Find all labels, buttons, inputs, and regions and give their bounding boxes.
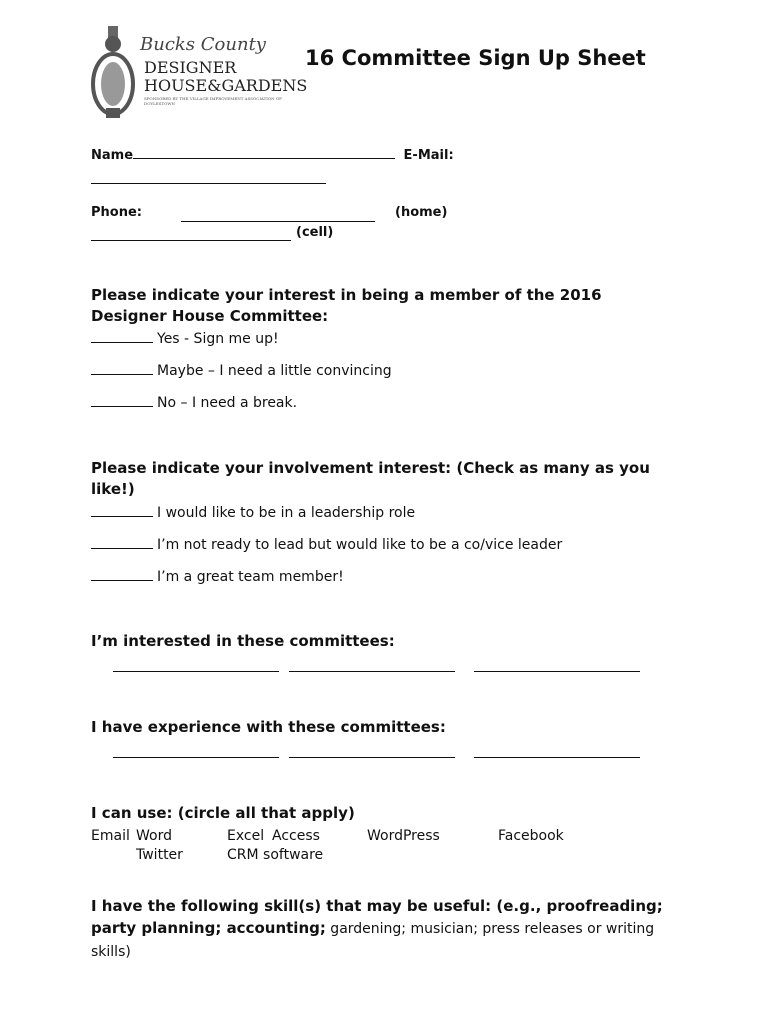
experience-field-1[interactable] (113, 757, 279, 758)
logo-line-4: SPONSORED BY THE VILLAGE IMPROVEMENT ASSOCIATION OF DOYLESTOWN (144, 96, 282, 106)
interested-field-3[interactable] (474, 671, 640, 672)
door-knocker-icon (88, 22, 138, 122)
interested-heading: I’m interested in these committees: (91, 632, 395, 650)
interested-field-2[interactable] (289, 671, 455, 672)
involvement-option[interactable]: I’m a great team member! (91, 569, 344, 585)
experience-field-2[interactable] (289, 757, 455, 758)
software-item-wordpress[interactable]: WordPress (367, 828, 440, 844)
logo-line-2: DESIGNER (144, 58, 237, 77)
software-item-twitter[interactable]: Twitter (136, 847, 183, 863)
software-heading: I can use: (circle all that apply) (91, 804, 355, 822)
cell-phone-field[interactable] (91, 240, 291, 241)
name-field[interactable] (133, 158, 395, 159)
experience-field-3[interactable] (474, 757, 640, 758)
skills-heading: I have the following skill(s) that may be useful: (e.g., proofreading; party planning; accounting; gardening; musician; press releases or writing skills) (91, 897, 663, 960)
experience-heading: I have experience with these committees: (91, 718, 446, 736)
logo-line-1: Bucks County (140, 34, 266, 55)
home-phone-field[interactable] (181, 221, 375, 222)
software-item-word[interactable]: Word (136, 828, 172, 844)
software-item-access[interactable]: Access (272, 828, 320, 844)
software-item-email[interactable]: Email (91, 828, 130, 844)
membership-option[interactable]: Yes - Sign me up! (91, 331, 279, 347)
cell-label: (cell) (296, 225, 334, 240)
involvement-option[interactable]: I’m not ready to lead but would like to be a co/vice leader (91, 537, 562, 553)
involvement-option[interactable]: I would like to be in a leadership role (91, 505, 415, 521)
membership-heading: Please indicate your interest in being a member of the 2016 Designer House Committee: (91, 286, 602, 325)
logo-line-3: HOUSE&GARDENS (144, 76, 308, 95)
email-field[interactable] (91, 183, 326, 184)
membership-option[interactable]: No – I need a break. (91, 395, 297, 411)
home-label: (home) (395, 205, 448, 220)
membership-option[interactable]: Maybe – I need a little convincing (91, 363, 392, 379)
software-item-excel[interactable]: Excel (227, 828, 265, 844)
software-item-facebook[interactable]: Facebook (498, 828, 564, 844)
interested-field-1[interactable] (113, 671, 279, 672)
page-title: 16 Committee Sign Up Sheet (305, 46, 646, 70)
software-item-crm[interactable]: CRM software (227, 847, 324, 863)
name-label: Name (91, 148, 134, 163)
logo (88, 22, 308, 122)
phone-label: Phone: (91, 205, 142, 220)
involvement-heading: Please indicate your involvement interest: (Check as many as you like!) (91, 459, 650, 498)
email-label: E-Mail: (403, 148, 454, 163)
